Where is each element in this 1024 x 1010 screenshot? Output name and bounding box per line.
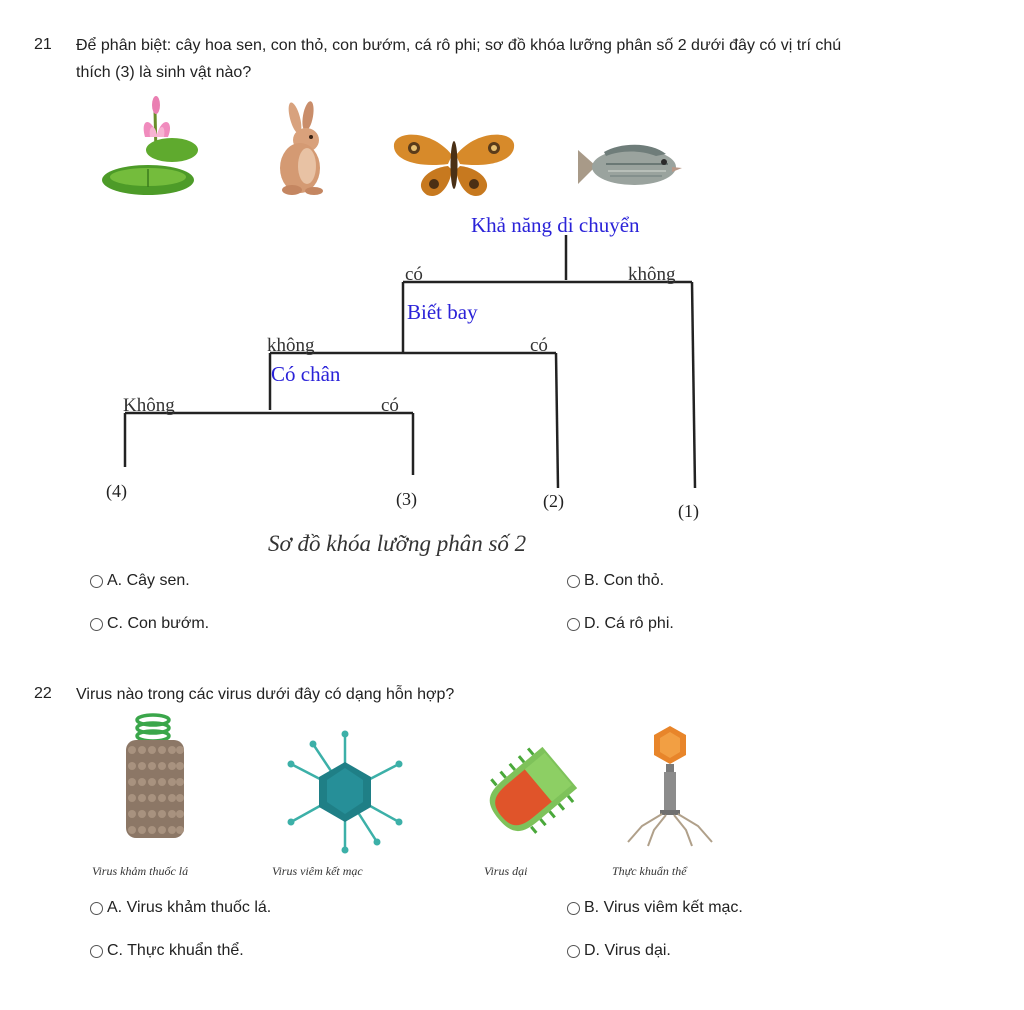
q22-option-b[interactable] — [567, 899, 743, 917]
caption-virus-dai: Virus dại — [484, 864, 528, 878]
q21-option-b-label: B. Con thỏ. — [584, 572, 665, 589]
caption-thuc-khuan-the: Thực khuẩn thể — [612, 864, 687, 878]
radio-button[interactable] — [90, 902, 103, 915]
butterfly-image — [392, 130, 517, 200]
q22-option-d-label: D. Virus dại. — [584, 942, 671, 959]
q22-option-c-label: C. Thực khuẩn thể. — [107, 942, 244, 959]
q21-option-a[interactable] — [90, 572, 190, 590]
q21-option-b[interactable] — [567, 572, 664, 590]
radio-button[interactable] — [90, 618, 103, 631]
bacteriophage-image — [622, 722, 722, 852]
rabies-virus-image — [478, 735, 588, 845]
q21-option-a-label: A. Cây sen. — [107, 572, 190, 589]
node-co-chan: Có chân — [271, 362, 341, 386]
q22-option-c[interactable] — [90, 942, 244, 960]
label-co-1: có — [405, 264, 423, 285]
diagram-caption: Sơ đồ khóa lưỡng phân số 2 — [268, 531, 527, 556]
leaf-2: (2) — [543, 491, 564, 511]
node-kha-nang-di-chuyen: Khả năng di chuyển — [471, 213, 640, 237]
label-khong-1: không — [628, 264, 676, 285]
label-co-2: có — [530, 335, 548, 356]
tilapia-fish-image — [576, 140, 686, 195]
radio-button[interactable] — [567, 945, 580, 958]
q21-option-d-label: D. Cá rô phi. — [584, 615, 674, 632]
q21-option-c-label: C. Con bướm. — [107, 615, 210, 632]
radio-button[interactable] — [90, 575, 103, 588]
tobacco-mosaic-virus-image — [118, 710, 193, 845]
node-biet-bay: Biết bay — [407, 300, 478, 324]
q22-option-a[interactable] — [90, 899, 271, 917]
question-22-number: 22 — [34, 685, 52, 702]
q22-option-d[interactable] — [567, 942, 671, 960]
label-khong-3: Không — [123, 395, 175, 416]
leaf-3: (3) — [396, 489, 417, 509]
adenovirus-image — [283, 730, 408, 855]
question-21-text-line2: thích (3) là sinh vật nào? — [76, 64, 252, 81]
caption-virus-viem-ket-mac: Virus viêm kết mạc — [272, 864, 363, 878]
question-21-text — [76, 32, 1016, 86]
radio-button[interactable] — [567, 575, 580, 588]
dichotomous-key-diagram — [100, 205, 740, 575]
radio-button[interactable] — [90, 945, 103, 958]
q21-option-c[interactable] — [90, 615, 209, 633]
radio-button[interactable] — [567, 902, 580, 915]
label-co-3: có — [381, 395, 399, 416]
question-22-text: Virus nào trong các virus dưới đây có dạng hỗn hợp? — [76, 686, 455, 703]
leaf-4: (4) — [106, 481, 127, 501]
lotus-image — [100, 95, 200, 200]
question-21-text-line1: Để phân biệt: cây hoa sen, con thỏ, con bướm, cá rô phi; sơ đồ khóa lưỡng phân số 2 dưới đây có vị trí chú — [76, 37, 842, 54]
caption-virus-kham-thuoc-la: Virus khảm thuốc lá — [92, 864, 189, 878]
q22-option-a-label: A. Virus khảm thuốc lá. — [107, 899, 272, 916]
question-21-number: 21 — [34, 36, 52, 53]
radio-button[interactable] — [567, 618, 580, 631]
q22-option-b-label: B. Virus viêm kết mạc. — [584, 899, 743, 916]
label-khong-2: không — [267, 335, 315, 356]
rabbit-image — [270, 100, 335, 200]
leaf-1: (1) — [678, 501, 699, 521]
q21-option-d[interactable] — [567, 615, 674, 633]
